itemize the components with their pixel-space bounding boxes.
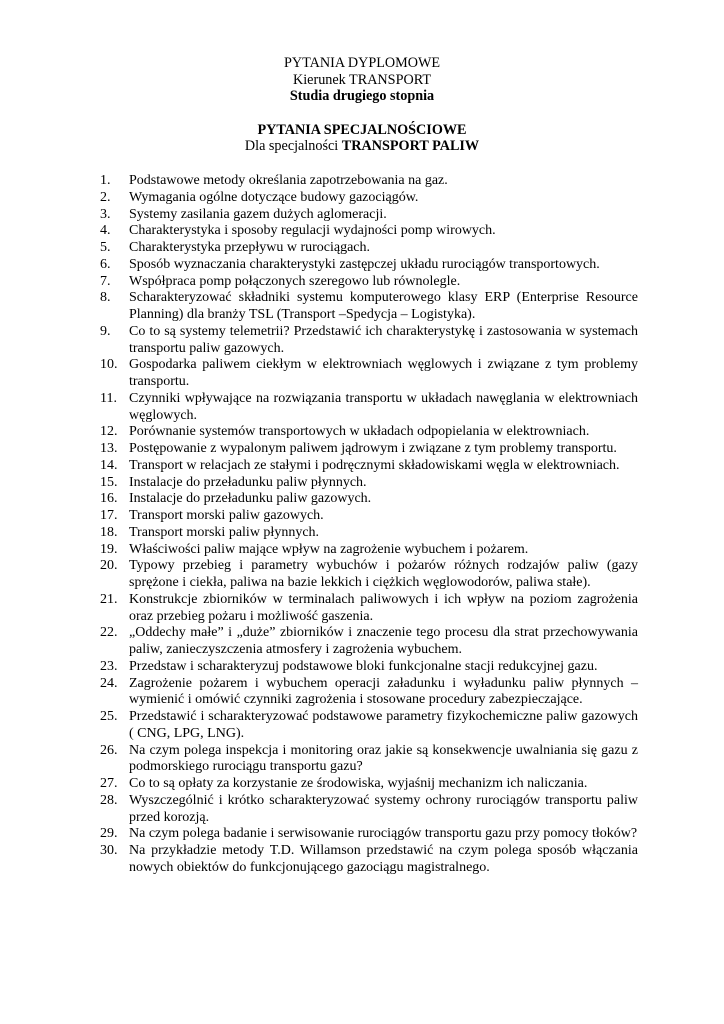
question-number: 25.: [100, 709, 118, 724]
question-number: 5.: [100, 240, 111, 255]
question-number: 19.: [100, 541, 118, 557]
question-item: [100, 558, 638, 592]
question-item: [100, 709, 638, 743]
question-list: [100, 173, 638, 877]
question-text: Instalacje do przeładunku paliw gazowych.: [129, 491, 372, 507]
question-item: [100, 743, 638, 777]
question-item: [100, 441, 638, 458]
question-number: 11.: [100, 390, 117, 406]
question-text: Porównanie systemów transportowych w układach odpopielania w elektrowniach.: [129, 424, 590, 440]
question-text: Na czym polega badanie i serwisowanie rurociągów transportu gazu przy pomocy tłoków?: [129, 826, 638, 842]
question-number: 14.: [100, 457, 118, 473]
question-number: 28.: [100, 792, 118, 808]
section-title: PYTANIA SPECJALNOŚCIOWE: [257, 121, 467, 138]
question-item: [100, 525, 638, 542]
question-number: 27.: [100, 776, 118, 791]
question-text: Na przykładzie metody T.D. Willamson przedstawić na czym polega sposób włączania nowych obiektów do funkcjonującego gazociągu magistralnego.: [129, 843, 638, 875]
question-text: Gospodarka paliwem ciekłym w elektrowniach węglowych i związane z tym problemy transportu.: [129, 357, 638, 389]
question-text: Instalacje do przeładunku paliw płynnych.: [129, 474, 367, 490]
question-text: Transport w relacjach ze stałymi i podręcznymi składowiskami węgla w elektrowniach.: [129, 457, 620, 473]
question-text: Co to są opłaty za korzystanie ze środowiska, wyjaśnij mechanizm ich naliczania.: [129, 776, 588, 791]
question-number: 17.: [100, 508, 118, 523]
question-number: 29.: [100, 826, 118, 842]
question-item: [100, 223, 638, 240]
question-text: Transport morski paliw gazowych.: [129, 508, 324, 523]
question-item: [100, 257, 638, 274]
question-item: [100, 475, 638, 492]
question-text: Czynniki wpływające na rozwiązania transportu w układach nawęglania w elektrowniach węglowych.: [129, 390, 638, 423]
question-number: 24.: [100, 675, 118, 691]
question-text: Na czym polega inspekcja i monitoring oraz jakie są konsekwencje uwalniania się gazu z podmorskiego rurociągu transportu gazu?: [129, 742, 638, 775]
question-item: [100, 776, 638, 793]
question-number: 6.: [100, 256, 111, 272]
question-item: [100, 357, 638, 391]
question-item: [100, 659, 638, 676]
question-text: Wymagania ogólne dotyczące budowy gazociągów.: [129, 189, 419, 205]
question-item: [100, 424, 638, 441]
question-item: [100, 190, 638, 207]
question-number: 23.: [100, 658, 118, 674]
question-number: 3.: [100, 206, 111, 222]
specialization-name: TRANSPORT PALIW: [341, 138, 480, 154]
question-item: [100, 207, 638, 224]
question-text: Przedstawić i scharakteryzować podstawowe parametry fizykochemiczne paliw gazowych ( CNG, LPG, LNG).: [129, 709, 638, 741]
question-number: 15.: [100, 474, 118, 490]
question-item: [100, 391, 638, 425]
question-text: Podstawowe metody określania zapotrzebowania na gaz.: [129, 173, 448, 188]
question-item: [100, 173, 638, 190]
question-text: Co to są systemy telemetrii? Przedstawić ich charakterystykę i zastosowania w systemach transportu paliw gazowych.: [129, 323, 638, 356]
question-item: [100, 508, 638, 525]
question-number: 26.: [100, 742, 118, 758]
question-item: [100, 826, 638, 843]
question-number: 10.: [100, 357, 118, 373]
question-item: [100, 274, 638, 291]
question-number: 12.: [100, 424, 118, 440]
question-number: 4.: [100, 223, 111, 239]
question-item: [100, 793, 638, 827]
question-text: Przedstaw i scharakteryzuj podstawowe bloki funkcjonalne stacji redukcyjnej gazu.: [129, 658, 598, 674]
study-level: Studia drugiego stopnia: [289, 88, 435, 104]
question-text: Transport morski paliw płynnych.: [129, 524, 320, 540]
document-title: PYTANIA DYPLOMOWE: [283, 55, 441, 71]
question-number: 1.: [100, 173, 111, 188]
question-number: 7.: [100, 273, 111, 289]
question-item: [100, 676, 638, 710]
question-number: 16.: [100, 491, 118, 507]
question-text: Postępowanie z wypalonym paliwem jądrowym i związane z tym problemy transportu.: [129, 441, 617, 456]
question-text: Konstrukcje zbiorników w terminalach paliwowych i ich wpływ na poziom zagrożenia oraz przebieg pożaru i możliwość gaszenia.: [129, 591, 638, 624]
question-text: Współpraca pomp połączonych szeregowo lub równolegle.: [129, 273, 461, 289]
question-text: Typowy przebieg i parametry wybuchów i pożarów różnych rodzajów paliw (gazy sprężone i ciekła, paliwa na bazie lekkich i ciężkich węglowodorów, paliwa stałe).: [129, 558, 638, 590]
question-item: [100, 240, 638, 257]
question-text: Charakterystyka przepływu w rurociągach.: [129, 240, 371, 255]
question-item: [100, 592, 638, 626]
question-number: 8.: [100, 290, 111, 306]
question-number: 30.: [100, 843, 118, 858]
question-item: [100, 491, 638, 508]
specialization-line: [0, 138, 724, 155]
field-of-study: Kierunek TRANSPORT: [292, 71, 431, 88]
question-number: 13.: [100, 441, 118, 456]
question-number: 22.: [100, 625, 118, 641]
question-text: Charakterystyka i sposoby regulacji wydajności pomp wirowych.: [129, 223, 496, 239]
question-text: Scharakteryzować składniki systemu komputerowego klasy ERP (Enterprise Resource Planning) dla branży TSL (Transport –Spedycja – Logistyka).: [129, 290, 638, 322]
question-text: Właściwości paliw mające wpływ na zagrożenie wybuchem i pożarem.: [129, 541, 529, 557]
question-number: 18.: [100, 524, 118, 540]
question-number: 20.: [100, 558, 118, 574]
question-number: 9.: [100, 323, 111, 339]
question-item: [100, 843, 638, 877]
question-item: [100, 625, 638, 659]
specialization-prefix: Dla specjalności: [244, 138, 342, 154]
question-item: [100, 542, 638, 559]
question-item: [100, 458, 638, 475]
question-number: 21.: [100, 591, 118, 607]
question-text: Zagrożenie pożarem i wybuchem operacji załadunku i wyładunku paliw płynnych – wymienić i omówić czynniki zagrożenia i stosowane procedury zabezpieczające.: [129, 675, 638, 708]
question-text: Wyszczególnić i krótko scharakteryzować systemy ochrony rurociągów transportu paliw przed korozją.: [129, 792, 638, 825]
question-item: [100, 290, 638, 324]
question-text: Sposób wyznaczania charakterystyki zastępczej układu rurociągów transportowych.: [129, 256, 600, 272]
question-text: Systemy zasilania gazem dużych aglomeracji.: [129, 206, 387, 222]
document-header: [0, 55, 724, 155]
question-text: „Oddechy małe” i „duże” zbiorników i znaczenie tego procesu dla strat przechowywania paliw, zanieczyszczenia atmosfery i zagrożenia wybuchem.: [129, 625, 638, 657]
question-number: 2.: [100, 189, 111, 205]
question-item: [100, 324, 638, 358]
